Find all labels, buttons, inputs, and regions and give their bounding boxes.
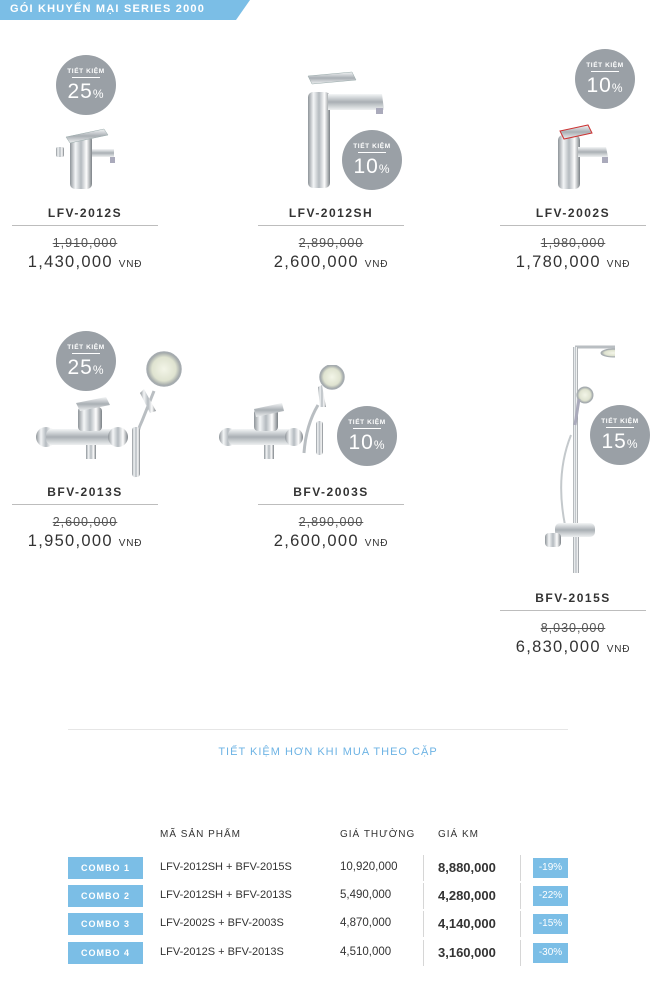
section-divider [68, 729, 568, 730]
product-code: BFV-2003S [293, 485, 369, 499]
badge-percent: 10% [348, 431, 386, 454]
combo-row[interactable] [0, 942, 656, 964]
combo-regular-price: 4,510,000 [340, 946, 392, 958]
badge-label: TIẾT KIỆM [601, 418, 639, 425]
new-price: 2,600,000 VNĐ [273, 253, 389, 271]
badge-percent: 25% [67, 356, 105, 379]
combo-products: LFV-2012SH + BFV-2015S [160, 861, 292, 873]
combo-products: LFV-2012SH + BFV-2013S [160, 889, 292, 901]
column-separator [520, 855, 521, 881]
column-separator [423, 855, 424, 881]
combo-discount-badge: -19% [533, 858, 568, 878]
header-promo-price: GIÁ KM [438, 829, 480, 840]
badge-label: TIẾT KIỆM [586, 62, 624, 69]
basin-faucet-image [550, 123, 614, 191]
combo-label[interactable]: COMBO 1 [68, 857, 143, 879]
combo-discount-badge: -15% [533, 914, 568, 934]
product-separator [500, 610, 646, 611]
combo-regular-price: 10,920,000 [340, 861, 398, 873]
combo-label[interactable]: COMBO 2 [68, 885, 143, 907]
rain-shower-column-image [535, 345, 615, 577]
combo-products: LFV-2012S + BFV-2013S [160, 946, 284, 958]
discount-badge [575, 49, 635, 109]
old-price: 1,980,000 [540, 236, 606, 250]
product-separator [500, 225, 646, 226]
new-price: 2,600,000 VNĐ [273, 532, 389, 550]
old-price: 2,600,000 [52, 515, 118, 529]
badge-percent: 15% [601, 430, 639, 453]
series-banner [0, 0, 250, 20]
basin-faucet-image [52, 123, 122, 191]
column-separator [423, 911, 424, 937]
column-separator [520, 883, 521, 909]
badge-percent: 10% [353, 155, 391, 178]
product-separator [12, 504, 158, 505]
combo-label[interactable]: COMBO 3 [68, 913, 143, 935]
combo-row[interactable] [0, 857, 656, 879]
discount-badge [56, 331, 116, 391]
new-price: 1,780,000 VNĐ [515, 253, 631, 271]
combo-regular-price: 4,870,000 [340, 917, 392, 929]
combo-promo-price: 4,140,000 [438, 916, 496, 931]
banner-title: GÓI KHUYẾN MẠI SERIES 2000 [10, 3, 206, 15]
combo-discount-badge: -22% [533, 886, 568, 906]
bath-mixer-with-shower-image [216, 365, 356, 465]
combo-regular-price: 5,490,000 [340, 889, 392, 901]
discount-badge [56, 55, 116, 115]
product-code: LFV-2012S [47, 206, 123, 220]
product-separator [12, 225, 158, 226]
new-price: 1,950,000 VNĐ [27, 532, 143, 550]
combo-label[interactable]: COMBO 4 [68, 942, 143, 964]
combo-promo-price: 8,880,000 [438, 860, 496, 875]
combo-products: LFV-2002S + BFV-2003S [160, 917, 284, 929]
product-card-bfv-2013s[interactable] [12, 331, 158, 551]
product-card-bfv-2015s[interactable] [500, 345, 646, 665]
combo-promo-price: 3,160,000 [438, 945, 496, 960]
badge-label: TIẾT KIỆM [67, 68, 105, 75]
column-separator [423, 883, 424, 909]
product-code: LFV-2012SH [288, 206, 374, 220]
product-code: BFV-2015S [535, 591, 611, 605]
old-price: 2,890,000 [298, 515, 364, 529]
discount-badge [342, 130, 402, 190]
combo-promo-price: 4,280,000 [438, 888, 496, 903]
combo-row[interactable] [0, 885, 656, 907]
badge-label: TIẾT KIỆM [67, 344, 105, 351]
product-separator [258, 225, 404, 226]
product-card-bfv-2003s[interactable] [258, 331, 404, 551]
combo-discount-badge: -30% [533, 943, 568, 963]
new-price: 1,430,000 VNĐ [27, 253, 143, 271]
header-regular-price: GIÁ THƯỜNG [340, 829, 416, 840]
discount-badge [590, 405, 650, 465]
badge-label: TIẾT KIỆM [353, 143, 391, 150]
old-price: 1,910,000 [52, 236, 118, 250]
column-separator [520, 911, 521, 937]
old-price: 2,890,000 [298, 236, 364, 250]
combo-row[interactable] [0, 913, 656, 935]
old-price: 8,030,000 [540, 621, 606, 635]
discount-badge [337, 406, 397, 466]
combo-tagline: TIẾT KIỆM HƠN KHI MUA THEO CẶP [218, 746, 438, 758]
product-card-lfv-2002s[interactable] [500, 55, 646, 275]
badge-percent: 25% [67, 80, 105, 103]
product-code: LFV-2002S [535, 206, 611, 220]
product-code: BFV-2013S [47, 485, 123, 499]
header-product-code: MÃ SẢN PHẨM [160, 829, 242, 840]
product-card-lfv-2012s[interactable] [12, 55, 158, 275]
badge-percent: 10% [586, 74, 624, 97]
new-price: 6,830,000 VNĐ [515, 638, 631, 656]
badge-label: TIẾT KIỆM [348, 419, 386, 426]
column-separator [520, 940, 521, 966]
column-separator [423, 940, 424, 966]
product-separator [258, 504, 404, 505]
product-card-lfv-2012sh[interactable] [258, 55, 404, 275]
